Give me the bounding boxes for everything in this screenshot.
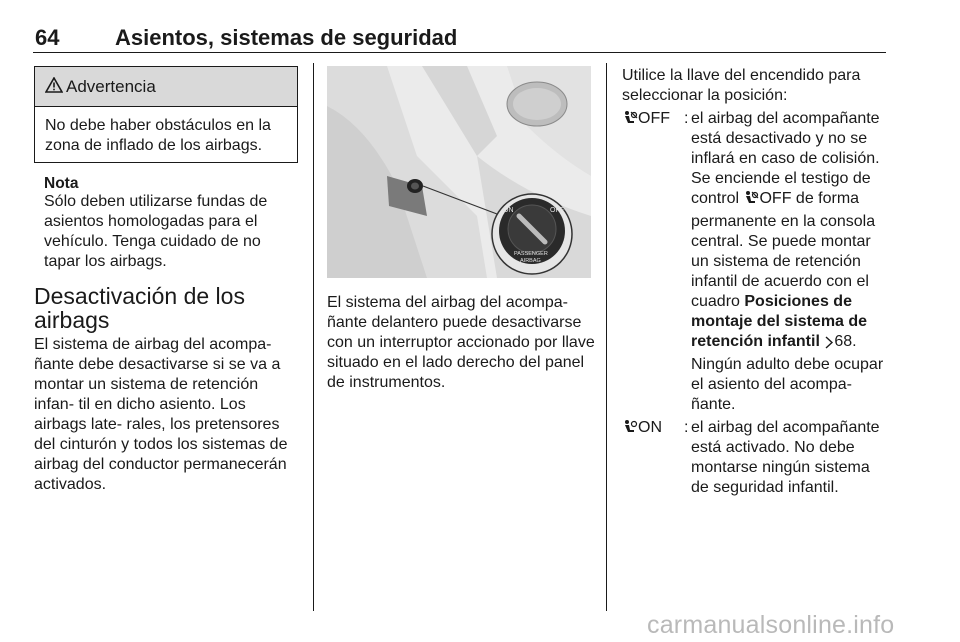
airbag-off-icon [743,190,759,212]
position-off-description: el airbag del acompañante está desactivado y no se inflará en caso de colisión. Se enciende el testigo de control OFF de forma permanente en la consola central. Se puede montar un sistema de retención infantil de acuerdo con el cuadro Posiciones de montaje del sistema de retención infantil 68. Ningún adulto debe ocupar el asiento del acompa- ñante. [691,110,884,413]
warning-header [35,67,297,107]
warning-text: No debe haber obstáculos en la zona de inflado de los airbags. [45,117,271,154]
page-title: Asientos, sistemas de seguridad [115,25,458,50]
page-reference[interactable]: 68. [834,333,857,350]
switch-label-on: ON [503,207,514,214]
column-left [34,66,300,495]
column-divider-left [313,63,314,611]
child-restraint-link[interactable]: Posiciones de montaje del sistema de retención infantil [691,293,868,350]
page-reference-arrow-icon [824,335,834,355]
switch-label-passenger: PASSENGER [514,251,548,257]
note-title: Nota [44,175,79,192]
switch-label-airbag: AIRBAG [520,258,541,264]
warning-box [34,66,298,163]
column-divider-right [606,63,607,611]
positions-intro: Utilice la llave del encendido para seleccionar la posición: [622,67,861,104]
position-on-description: el airbag del acompañante está activado. No debe montarse ningún sistema de seguridad infantil. [691,419,880,496]
note-text: Sólo deben utilizarse fundas de asientos homologadas para el vehículo. Tenga cuidado de no tapar los airbags. [44,193,268,270]
column-right [622,66,887,498]
airbag-switch-photo [327,66,591,278]
warning-triangle-icon [45,68,63,107]
column-middle [327,66,597,393]
warning-title: Advertencia [66,77,156,96]
position-off-row: OFF : el airbag del acompañante está desactivado y no se inflará en caso de colisión. Se enciende el testigo de control OFF de forma permanente en la consola central. Se puede montar un sistema de retención infantil de acuerdo con el cuadro Posiciones de montaje del sistema de retención infantil 68. Ningún adulto debe ocupar el asiento del acompa- ñante. [622,109,887,415]
switch-label-off: OFF [550,207,564,214]
position-off-label: OFF [622,109,682,132]
airbag-on-icon [622,419,638,441]
section-heading: Desactivación de los airbags [34,283,245,333]
page-number: 64 [35,25,60,50]
figure-caption: El sistema del airbag del acompa- ñante delantero puede desactivarse con un interruptor accionado por llave situado en el lado derecho del panel de instrumentos. [327,294,595,391]
watermark: carmanualsonline.info [647,611,895,639]
position-on-label: ON [622,418,682,441]
section-text: El sistema de airbag del acompa- ñante debe desactivarse si se va a montar un sistema de retención infan- til en dicho asiento. Los airbags late- rales, los pretensores del cinturón y todos los sistemas de airbag del conductor permanecerán activados. [34,336,288,493]
position-on-row: ON : el airbag del acompañante está activado. No debe montarse ningún sistema de seguridad infantil. [622,418,887,498]
page-header [33,24,886,53]
airbag-off-icon [622,110,638,132]
